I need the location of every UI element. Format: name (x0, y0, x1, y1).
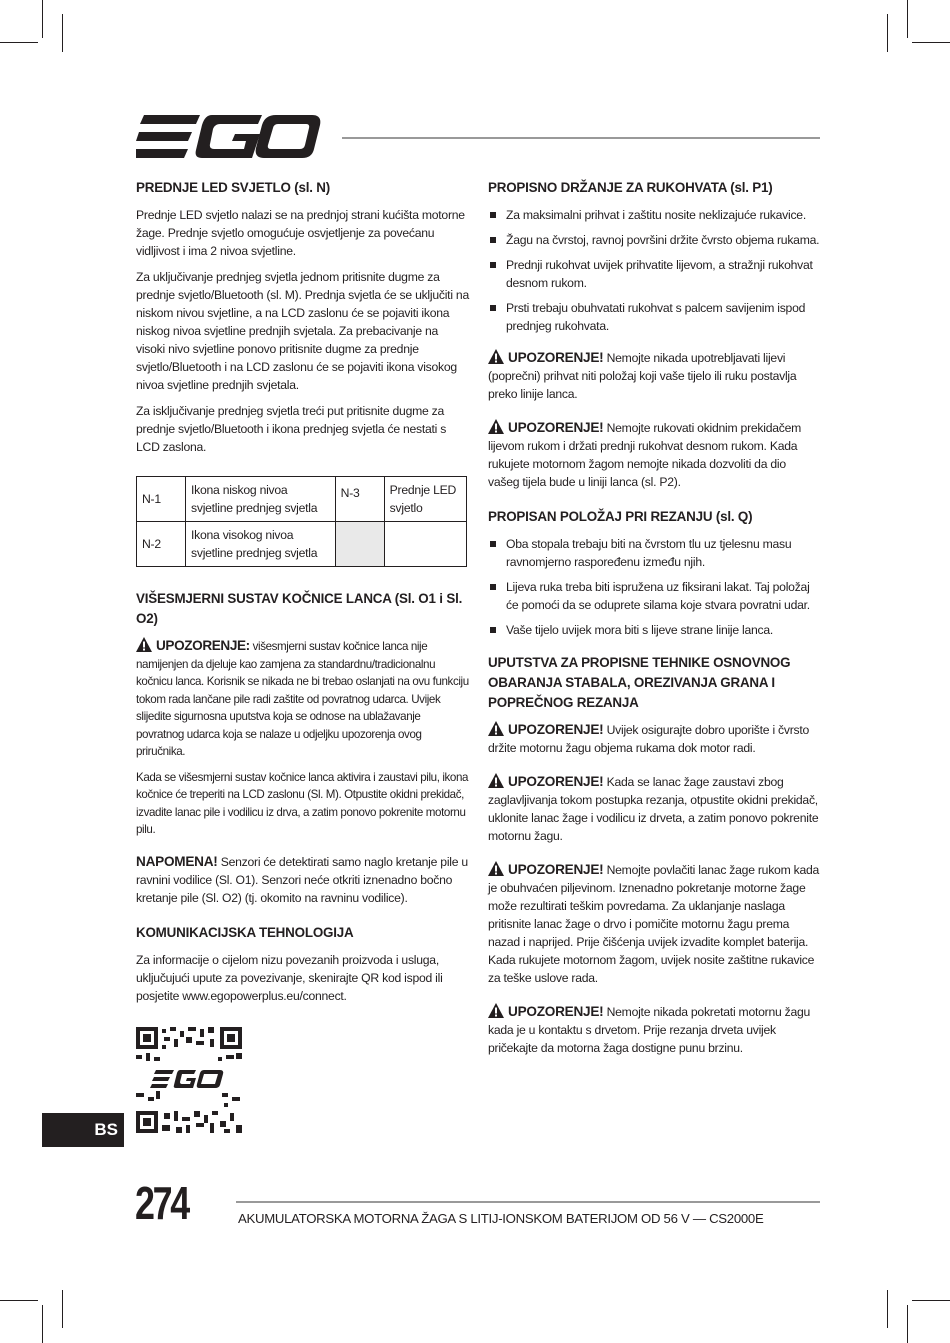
section-heading-felling-techniques: UPUTSTVA ZA PROPISNE TEHNIKE OSNOVNOG OBARANJA STABALA, OREZIVANJA GRANA I POPREČNOG REZANJA (488, 655, 791, 710)
warning-icon (136, 637, 152, 652)
table-cell: N-2 (137, 522, 186, 567)
table-cell: Prednje LED svjetlo (384, 477, 466, 522)
crop-mark (907, 0, 908, 38)
paragraph: Za uključivanje prednjeg svjetla jednom pritisnite dugme za prednje svjetlo/Bluetooth (sl. M). Prednja svjetla će se uključiti na niskom nivou svjetline, a na LCD zaslonu će se pojaviti ikona niskog nivoa svjetline prednjih svjetala. Za prebacivanje na visoki nivo svjetline ponovo pritisnite dugme za prednje svjetlo/Bluetooth i na LCD zaslonu će se pojaviti ikona visokog nivoa svjetline prednjih svjetala. (136, 270, 469, 392)
note-label: NAPOMENA! (136, 853, 218, 869)
warning-text: višesmjerni sustav kočnice lanca nije namijenjen da djeluje kao zamjena za standardnu/tradicionalnu kočnicu lanca. Korisnik se nikada ne bi trebao oslanjati na ovu funkciju tokom rada lančane pile radi zaštite od povratnog udarca. Uvijek slijedite sigurnosna uputstva koja se odnose na ublažavanje povratnog udarca koja se nalaze u odjeljku upozorenja ovog priručnika. (136, 640, 469, 758)
warning-label: UPOZORENJE: (156, 638, 250, 653)
section-heading-handle-grip: PROPISNO DRŽANJE ZA RUKOHVATA (sl. P1) (488, 180, 773, 195)
warning-label: UPOZORENJE! (508, 420, 604, 435)
header-rule (342, 137, 820, 139)
page-number: 274 (135, 1177, 188, 1229)
warning-text: Kada se lanac žage zaustavi zbog zaglavljivanja tokom postupka rezanja, otpustite okidni prekidač, uklonite lanac žage i vodilicu iz drveta, a zatim ponovo pokrenite motornu žagu. (488, 775, 819, 843)
table-row (137, 522, 467, 567)
table-cell: Ikona niskog nivoa svjetline prednjeg svjetla (186, 477, 336, 522)
left-column (136, 178, 470, 1138)
bullet-list (488, 206, 820, 335)
table-cell-empty (384, 522, 466, 567)
warning-paragraph (488, 1003, 820, 1057)
crop-mark (42, 0, 43, 38)
warning-paragraph (488, 349, 820, 403)
list-item: Lijeva ruka treba biti ispružena uz fiksirani lakat. Taj položaj će pomoći da se oduprete silama koje stvara povratni udar. (488, 578, 820, 614)
language-tab: BS (42, 1113, 124, 1147)
crop-mark (912, 1300, 950, 1301)
crop-mark (0, 42, 38, 43)
footer-rule (236, 1201, 820, 1203)
table-row (137, 477, 467, 522)
warning-label: UPOZORENJE! (508, 862, 604, 877)
section-heading-chain-brake: VIŠESMJERNI SUSTAV KOČNICE LANCA (Sl. O1 i Sl. O2) (136, 591, 463, 626)
crop-mark (912, 42, 950, 43)
warning-paragraph (488, 773, 820, 845)
warning-icon (488, 349, 504, 364)
list-item: Žagu na čvrstoj, ravnoj površini držite čvrsto objema rukama. (488, 231, 820, 249)
paragraph: Kada se višesmjerni sustav kočnice lanca aktivira i zaustavi pilu, ikona kočnice će treperiti na LCD zaslonu (Sl. M). Otpustite okidni prekidač, izvadite lanac pile i vodilicu iz drva, a zatim ponovo pokrenite motornu pilu. (136, 770, 469, 836)
warning-label: UPOZORENJE! (508, 722, 604, 737)
section-heading-communication: KOMUNIKACIJSKA TEHNOLOGIJA (136, 924, 354, 940)
note-text: Senzori će detektirati samo naglo kretanje pile u ravnini vodilice (Sl. O1). Senzori neće otkriti iznenadno bočno kretanje pile (Sl. O2) (tj. okomito na ravninu vodilice). (136, 854, 468, 905)
warning-paragraph (488, 861, 820, 987)
paragraph: Za isključivanje prednjeg svjetla treći put pritisnite dugme za prednje svjetlo/Bluetooth i ikona prednjeg svjetla će nestati s LCD zaslona. (136, 404, 447, 454)
warning-icon (488, 773, 504, 788)
warning-icon (488, 419, 504, 434)
warning-icon (488, 861, 504, 876)
section-heading-front-led: PREDNJE LED SVJETLO (sl. N) (136, 180, 331, 195)
warning-text: Nemojte nikada pokretati motornu žagu kada je u kontaktu s drvetom. Prije rezanja drveta uvijek pričekajte da motorna žaga dostigne punu brzinu. (488, 1005, 811, 1055)
table-cell-empty (335, 522, 384, 567)
list-item: Prednji rukohvat uvijek prihvatite lijevom, a stražnji rukohvat desnom rukom. (488, 256, 820, 292)
list-item: Prsti trebaju obuhvatati rukohvat s palcem savijenim ispod prednjeg rukohvata. (488, 299, 820, 335)
right-column (488, 178, 820, 1065)
warning-text: Nemojte nikada upotrebljavati lijevi (poprečni) prihvat niti položaj koji vaše tijelo ili ruku postavlja preko linije lanca. (488, 351, 797, 401)
table-cell: N-3 (335, 477, 384, 522)
warning-text: Nemojte povlačiti lanac žage rukom kada je obuhvaćen piljevinom. Iznenadno pokretanje motorne žage može rezultirati teškim povredama. Za uklanjanje naslaga pritisnite lanac žage o drvo i pomičite motornu žagu prema nazad i naprijed. Prije čišćenja uvijek izvadite komplet baterija. Kada rukujete motornom žagom, uvijek nosite zaštitne rukavice za teške uslove rada. (488, 863, 820, 985)
warning-text: Nemojte rukovati okidnim prekidačem lijevom rukom i držati prednji rukohvat desnom rukom. Kada rukujete motornom žagom nemojte nikada dozvoliti da dio vašeg tijela bude u liniji lanca (sl. P2). (488, 421, 802, 489)
warning-paragraph (488, 419, 820, 491)
list-item: Za maksimalni prihvat i zaštitu nosite neklizajuće rukavice. (488, 206, 820, 224)
warning-label: UPOZORENJE! (508, 350, 604, 365)
note-paragraph (136, 853, 470, 907)
footer-title: AKUMULATORSKA MOTORNA ŽAGA S LITIJ-IONSKOM BATERIJOM OD 56 V — CS2000E (238, 1211, 764, 1226)
crop-mark (907, 1305, 908, 1343)
crop-mark (887, 1290, 888, 1328)
list-item: Oba stopala trebaju biti na čvrstom tlu uz tjelesnu masu ravnomjerno raspoređenu između njih. (488, 535, 820, 571)
section-heading-cutting-position: PROPISAN POLOŽAJ PRI REZANJU (sl. Q) (488, 509, 753, 524)
ego-logo (136, 113, 322, 161)
crop-mark (0, 1300, 38, 1301)
table-cell: Ikona visokog nivoa svjetline prednjeg svjetla (186, 522, 336, 567)
warning-icon (488, 1003, 504, 1018)
warning-label: UPOZORENJE! (508, 774, 604, 789)
warning-text: Uvijek osigurajte dobro uporište i čvrsto držite motornu žagu objema rukama dok motor radi. (488, 723, 810, 755)
warning-label: UPOZORENJE! (508, 1004, 604, 1019)
crop-mark (62, 14, 63, 52)
bullet-list (488, 535, 820, 639)
list-item: Vaše tijelo uvijek mora biti s lijeve strane linije lanca. (488, 621, 820, 639)
paragraph: Prednje LED svjetlo nalazi se na prednjoj strani kućišta motorne žage. Prednje svjetlo omogućuje osvjetljenje za povećanu vidljivost i ima 2 nivoa svjetline. (136, 208, 465, 258)
warning-paragraph (136, 637, 470, 761)
crop-mark (62, 1290, 63, 1328)
qr-code (136, 1027, 242, 1133)
paragraph: Za informacije o cijelom nizu povezanih proizvoda i usluga, uključujući upute za povezivanje, skenirajte QR kod ispod ili posjetite www.egopowerplus.eu/connect. (136, 952, 443, 1003)
crop-mark (42, 1305, 43, 1343)
warning-icon (488, 721, 504, 736)
crop-mark (887, 14, 888, 52)
warning-paragraph (488, 721, 820, 757)
legend-table (136, 476, 467, 567)
table-cell: N-1 (137, 477, 186, 522)
